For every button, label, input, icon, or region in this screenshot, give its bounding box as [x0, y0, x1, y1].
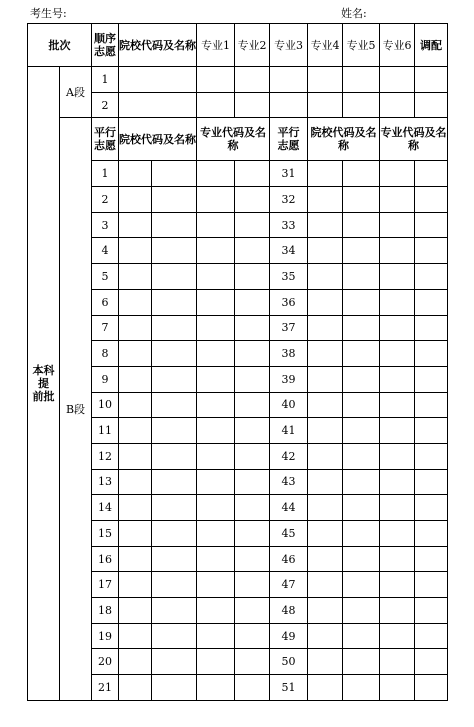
major-name-input[interactable] — [235, 469, 270, 495]
school-name-input[interactable] — [343, 469, 380, 495]
order-number: 11 — [92, 418, 119, 444]
major-code-input[interactable] — [197, 238, 235, 264]
major-code-input[interactable] — [380, 289, 415, 315]
order-number: 34 — [270, 238, 308, 264]
school-code-input[interactable] — [119, 187, 152, 213]
order-number: 35 — [270, 264, 308, 290]
school-code-input[interactable] — [308, 289, 343, 315]
school-code-input[interactable] — [119, 212, 152, 238]
major-input[interactable] — [380, 67, 415, 93]
school-name-input[interactable] — [152, 392, 197, 418]
order-number: 36 — [270, 289, 308, 315]
order-number: 12 — [92, 443, 119, 469]
section-a-label: A段 — [60, 67, 92, 118]
major-code-input[interactable] — [380, 315, 415, 341]
school-name-input[interactable] — [343, 521, 380, 547]
adjust-input[interactable] — [415, 92, 448, 118]
order-number: 21 — [92, 675, 119, 701]
order-number: 6 — [92, 289, 119, 315]
school-code-input[interactable] — [308, 443, 343, 469]
order-number: 37 — [270, 315, 308, 341]
major-code-input[interactable] — [197, 289, 235, 315]
section-b-label: B段 — [60, 118, 92, 700]
major-code-input[interactable] — [380, 264, 415, 290]
order-header: 顺序 志愿 — [92, 24, 119, 67]
order-number: 19 — [92, 623, 119, 649]
school-name-input[interactable] — [343, 366, 380, 392]
school-name-input[interactable] — [152, 289, 197, 315]
school-name-input[interactable] — [152, 572, 197, 598]
major-3-header: 专业3 — [270, 24, 308, 67]
major-name-input[interactable] — [415, 546, 448, 572]
school-code-input[interactable] — [308, 366, 343, 392]
school-name-input[interactable] — [152, 469, 197, 495]
major-code-input[interactable] — [380, 341, 415, 367]
order-number: 1 — [92, 67, 119, 93]
major-input[interactable] — [197, 67, 235, 93]
major-name-input[interactable] — [235, 649, 270, 675]
major-name-input[interactable] — [415, 443, 448, 469]
school-name-input[interactable] — [152, 546, 197, 572]
major-code-input[interactable] — [197, 469, 235, 495]
major-input[interactable] — [380, 92, 415, 118]
order-number: 8 — [92, 341, 119, 367]
major-code-input[interactable] — [380, 649, 415, 675]
school-name-input[interactable] — [152, 418, 197, 444]
major-name-input[interactable] — [415, 649, 448, 675]
major-code-input[interactable] — [380, 238, 415, 264]
major-name-input[interactable] — [235, 495, 270, 521]
major-name-input[interactable] — [235, 161, 270, 187]
school-code-input[interactable] — [308, 572, 343, 598]
order-number: 39 — [270, 366, 308, 392]
major-input[interactable] — [343, 67, 380, 93]
major-code-input[interactable] — [380, 495, 415, 521]
batch-header: 批次 — [28, 24, 92, 67]
school-code-input[interactable] — [119, 264, 152, 290]
order-number: 41 — [270, 418, 308, 444]
major-5-header: 专业5 — [343, 24, 380, 67]
major-name-input[interactable] — [235, 315, 270, 341]
major-code-input[interactable] — [197, 598, 235, 624]
school-name-input[interactable] — [343, 649, 380, 675]
major-name-input[interactable] — [415, 264, 448, 290]
major-name-input[interactable] — [415, 675, 448, 701]
order-number: 17 — [92, 572, 119, 598]
order-number: 5 — [92, 264, 119, 290]
school-name-input[interactable] — [343, 392, 380, 418]
major-code-header: 专业代码及名称 — [197, 118, 270, 161]
school-name-input[interactable] — [152, 598, 197, 624]
school-code-input[interactable] — [119, 418, 152, 444]
school-code-input[interactable] — [119, 675, 152, 701]
major-name-input[interactable] — [235, 264, 270, 290]
major-name-input[interactable] — [235, 366, 270, 392]
adjust-header: 调配 — [415, 24, 448, 67]
major-code-input[interactable] — [380, 161, 415, 187]
school-name-input[interactable] — [343, 289, 380, 315]
major-code-input[interactable] — [380, 572, 415, 598]
major-input[interactable] — [270, 67, 308, 93]
major-code-input[interactable] — [380, 521, 415, 547]
major-input[interactable] — [270, 92, 308, 118]
order-number: 10 — [92, 392, 119, 418]
major-name-input[interactable] — [235, 623, 270, 649]
order-number: 2 — [92, 92, 119, 118]
school-code-input[interactable] — [119, 572, 152, 598]
order-number: 44 — [270, 495, 308, 521]
school-code-input[interactable] — [119, 546, 152, 572]
major-name-input[interactable] — [415, 623, 448, 649]
school-code-input[interactable] — [308, 238, 343, 264]
school-name-input[interactable] — [152, 675, 197, 701]
major-code-input[interactable] — [197, 521, 235, 547]
school-name-input[interactable] — [343, 675, 380, 701]
candidate-name-label: 姓名: — [341, 7, 367, 20]
section-b-header-row — [28, 118, 448, 161]
major-code-input[interactable] — [380, 469, 415, 495]
major-name-input[interactable] — [415, 238, 448, 264]
adjust-input[interactable] — [415, 67, 448, 93]
order-number: 9 — [92, 366, 119, 392]
major-name-input[interactable] — [415, 392, 448, 418]
major-code-input[interactable] — [197, 623, 235, 649]
order-number: 15 — [92, 521, 119, 547]
school-code-input[interactable] — [308, 392, 343, 418]
major-code-input[interactable] — [197, 572, 235, 598]
major-code-input[interactable] — [380, 623, 415, 649]
parallel-header: 平行 志愿 — [270, 118, 308, 161]
order-number: 2 — [92, 187, 119, 213]
major-name-input[interactable] — [415, 469, 448, 495]
order-number: 20 — [92, 649, 119, 675]
major-code-header: 专业代码及名称 — [380, 118, 448, 161]
school-name-input[interactable] — [152, 623, 197, 649]
major-1-header: 专业1 — [197, 24, 235, 67]
school-code-input[interactable] — [119, 366, 152, 392]
major-2-header: 专业2 — [235, 24, 270, 67]
order-number: 1 — [92, 161, 119, 187]
major-code-input[interactable] — [380, 212, 415, 238]
major-name-input[interactable] — [415, 366, 448, 392]
school-name-input[interactable] — [343, 161, 380, 187]
order-number: 42 — [270, 443, 308, 469]
order-number: 40 — [270, 392, 308, 418]
order-number: 49 — [270, 623, 308, 649]
major-code-input[interactable] — [197, 264, 235, 290]
school-code-input[interactable] — [308, 546, 343, 572]
school-name-input[interactable] — [152, 212, 197, 238]
school-code-input[interactable] — [119, 161, 152, 187]
order-number: 43 — [270, 469, 308, 495]
school-code-input[interactable] — [119, 469, 152, 495]
school-code-input[interactable] — [119, 443, 152, 469]
major-name-input[interactable] — [415, 572, 448, 598]
order-number: 18 — [92, 598, 119, 624]
school-name-input[interactable] — [343, 572, 380, 598]
school-code-input[interactable] — [119, 623, 152, 649]
major-name-input[interactable] — [415, 341, 448, 367]
major-name-input[interactable] — [235, 675, 270, 701]
major-6-header: 专业6 — [380, 24, 415, 67]
major-name-input[interactable] — [415, 418, 448, 444]
major-name-input[interactable] — [415, 495, 448, 521]
major-code-input[interactable] — [197, 315, 235, 341]
major-code-input[interactable] — [197, 341, 235, 367]
school-code-input[interactable] — [308, 341, 343, 367]
major-name-input[interactable] — [415, 161, 448, 187]
school-code-input[interactable] — [308, 161, 343, 187]
table-row — [28, 67, 448, 93]
major-code-input[interactable] — [380, 546, 415, 572]
school-code-input[interactable] — [119, 649, 152, 675]
major-name-input[interactable] — [415, 598, 448, 624]
table-header-row — [28, 24, 448, 67]
batch-name-cell: 本科提 前批 — [28, 67, 60, 701]
major-code-input[interactable] — [197, 675, 235, 701]
school-code-header: 院校代码及名称 — [119, 118, 197, 161]
major-name-input[interactable] — [235, 598, 270, 624]
order-number: 31 — [270, 161, 308, 187]
school-name-input[interactable] — [152, 495, 197, 521]
school-code-input[interactable] — [119, 598, 152, 624]
major-code-input[interactable] — [380, 675, 415, 701]
major-code-input[interactable] — [197, 495, 235, 521]
order-number: 47 — [270, 572, 308, 598]
major-code-input[interactable] — [197, 418, 235, 444]
order-number: 14 — [92, 495, 119, 521]
school-name-input[interactable] — [343, 623, 380, 649]
school-name-input[interactable] — [343, 418, 380, 444]
major-code-input[interactable] — [197, 392, 235, 418]
major-name-input[interactable] — [235, 212, 270, 238]
school-code-input[interactable] — [119, 495, 152, 521]
school-code-input[interactable] — [308, 521, 343, 547]
school-code-input[interactable] — [119, 392, 152, 418]
order-number: 16 — [92, 546, 119, 572]
major-input[interactable] — [235, 67, 270, 93]
school-code-input[interactable] — [119, 341, 152, 367]
school-name-input[interactable] — [343, 238, 380, 264]
school-name-input[interactable] — [343, 598, 380, 624]
major-code-input[interactable] — [380, 418, 415, 444]
school-code-input[interactable] — [308, 495, 343, 521]
school-code-input[interactable] — [119, 315, 152, 341]
school-code-input[interactable] — [119, 521, 152, 547]
major-name-input[interactable] — [415, 315, 448, 341]
order-number: 48 — [270, 598, 308, 624]
major-name-input[interactable] — [235, 289, 270, 315]
major-name-input[interactable] — [235, 572, 270, 598]
school-name-input[interactable] — [343, 546, 380, 572]
school-code-input[interactable] — [308, 315, 343, 341]
major-code-input[interactable] — [380, 598, 415, 624]
school-code-header: 院校代码及名称 — [119, 24, 197, 67]
major-name-input[interactable] — [415, 521, 448, 547]
school-name-input[interactable] — [152, 366, 197, 392]
order-number: 45 — [270, 521, 308, 547]
major-code-input[interactable] — [197, 212, 235, 238]
major-code-input[interactable] — [197, 366, 235, 392]
major-input[interactable] — [308, 92, 343, 118]
school-code-input[interactable] — [308, 675, 343, 701]
candidate-number-label: 考生号: — [30, 7, 67, 20]
major-input[interactable] — [197, 92, 235, 118]
school-name-input[interactable] — [152, 264, 197, 290]
school-code-input[interactable] — [308, 418, 343, 444]
major-name-input[interactable] — [235, 521, 270, 547]
school-name-input[interactable] — [343, 315, 380, 341]
major-code-input[interactable] — [380, 366, 415, 392]
order-number: 4 — [92, 238, 119, 264]
order-number: 33 — [270, 212, 308, 238]
major-4-header: 专业4 — [308, 24, 343, 67]
major-code-input[interactable] — [380, 443, 415, 469]
major-code-input[interactable] — [197, 187, 235, 213]
major-name-input[interactable] — [415, 212, 448, 238]
school-code-input[interactable] — [308, 264, 343, 290]
school-name-input[interactable] — [152, 238, 197, 264]
major-name-input[interactable] — [235, 392, 270, 418]
major-input[interactable] — [343, 92, 380, 118]
school-code-input[interactable] — [308, 598, 343, 624]
school-name-input[interactable] — [152, 443, 197, 469]
major-name-input[interactable] — [235, 546, 270, 572]
school-code-input[interactable] — [119, 238, 152, 264]
order-number: 38 — [270, 341, 308, 367]
major-code-input[interactable] — [197, 546, 235, 572]
school-name-input[interactable] — [152, 341, 197, 367]
school-name-input[interactable] — [343, 443, 380, 469]
school-code-input[interactable] — [308, 623, 343, 649]
major-name-input[interactable] — [235, 238, 270, 264]
major-input[interactable] — [308, 67, 343, 93]
order-number: 3 — [92, 212, 119, 238]
major-code-input[interactable] — [380, 187, 415, 213]
school-name-input[interactable] — [343, 187, 380, 213]
order-number: 46 — [270, 546, 308, 572]
school-name-input[interactable] — [152, 187, 197, 213]
order-number: 32 — [270, 187, 308, 213]
school-code-input[interactable] — [308, 187, 343, 213]
major-name-input[interactable] — [235, 341, 270, 367]
school-code-input[interactable] — [119, 67, 197, 93]
major-name-input[interactable] — [235, 187, 270, 213]
order-number: 51 — [270, 675, 308, 701]
school-code-header: 院校代码及名称 — [308, 118, 380, 161]
school-name-input[interactable] — [152, 315, 197, 341]
school-name-input[interactable] — [343, 264, 380, 290]
school-code-input[interactable] — [119, 289, 152, 315]
order-number: 7 — [92, 315, 119, 341]
school-name-input[interactable] — [343, 212, 380, 238]
major-code-input[interactable] — [197, 161, 235, 187]
major-name-input[interactable] — [235, 443, 270, 469]
major-name-input[interactable] — [235, 418, 270, 444]
school-name-input[interactable] — [343, 341, 380, 367]
major-code-input[interactable] — [380, 392, 415, 418]
school-name-input[interactable] — [152, 161, 197, 187]
school-code-input[interactable] — [119, 92, 197, 118]
major-name-input[interactable] — [415, 187, 448, 213]
application-form-table — [27, 23, 448, 701]
school-name-input[interactable] — [343, 495, 380, 521]
school-code-input[interactable] — [308, 469, 343, 495]
parallel-header: 平行 志愿 — [92, 118, 119, 161]
major-code-input[interactable] — [197, 443, 235, 469]
order-number: 50 — [270, 649, 308, 675]
school-code-input[interactable] — [308, 649, 343, 675]
major-name-input[interactable] — [415, 289, 448, 315]
major-code-input[interactable] — [197, 649, 235, 675]
school-code-input[interactable] — [308, 212, 343, 238]
school-name-input[interactable] — [152, 521, 197, 547]
school-name-input[interactable] — [152, 649, 197, 675]
major-input[interactable] — [235, 92, 270, 118]
order-number: 13 — [92, 469, 119, 495]
